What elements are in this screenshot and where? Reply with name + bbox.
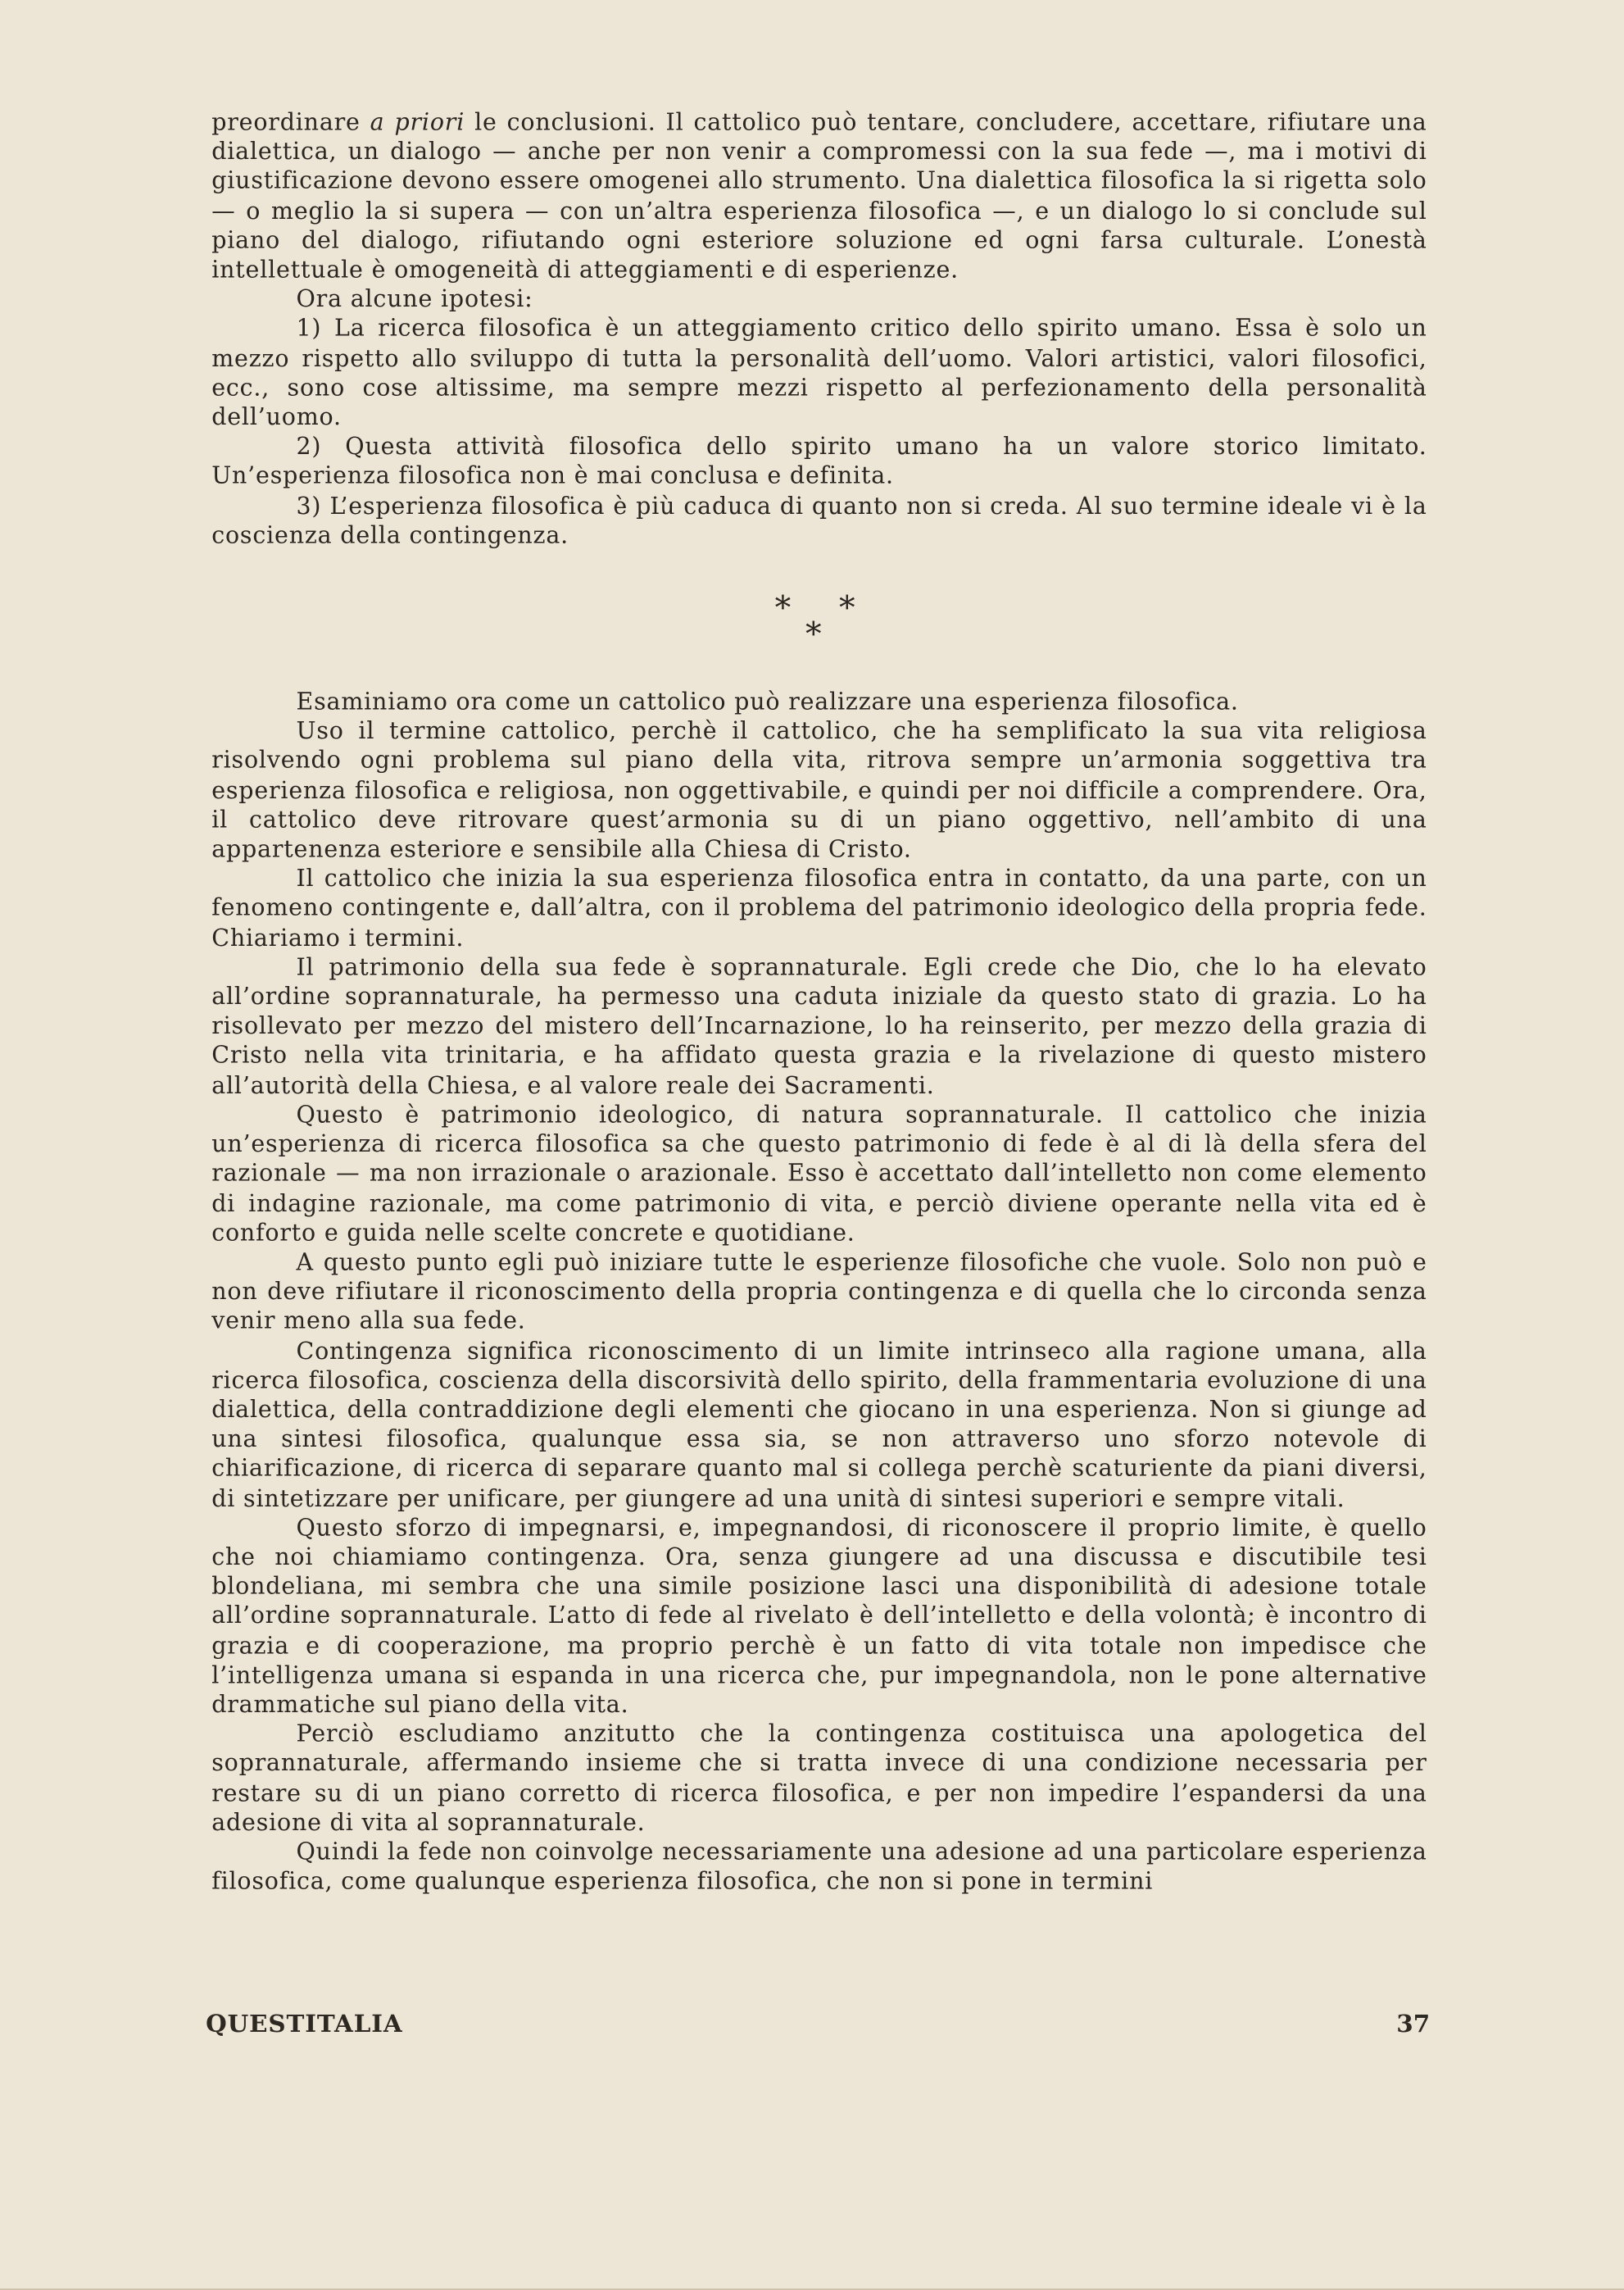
paragraph	[211, 953, 1427, 1101]
text-run: Questo sforzo di impegnarsi, e, impegnandosi, di riconoscere il proprio limite, è quello che noi chiamiamo contingenza. Ora, senza giungere ad una discussa e discutibile tesi blondeliana, mi sembra che una simile posizione lasci una disponibilità di adesione totale all’ordine soprannaturale. L’atto di fede al rivelato è dell’intelletto e della volontà; è incontro di grazia e di cooperazione, ma proprio perchè è un fatto di vita totale non impedisce che l’intelligenza umana si espanda in una ricerca che, pur impegnandola, non le pone alternative drammatiche sul piano della vita.	[211, 1513, 1427, 1718]
text-column	[211, 108, 1427, 1897]
italic-text: a priori	[370, 107, 465, 136]
text-run: Esaminiamo ora come un cattolico può realizzare una esperienza filosofica.	[296, 687, 1239, 716]
text-run: Il cattolico che inizia la sua esperienza filosofica entra in contatto, da una parte, con un fenomeno contingente e, dall’altra, con il problema del patrimonio ideologico della propria fede. Chiariamo i termini.	[211, 864, 1427, 952]
paragraph	[211, 688, 1427, 717]
text-run: Questo è patrimonio ideologico, di natura soprannaturale. Il cattolico che inizia un’esperienza di ricerca filosofica sa che questo patrimonio di fede è al di là della sfera del razionale — ma non irrazionale o arazionale. Esso è accettato dall’intelletto non come elemento di indagine razionale, ma come patrimonio di vita, e perciò diviene operante nella vita ed è conforto e guida nelle scelte concrete e quotidiane.	[211, 1100, 1427, 1247]
asterisk-bottom: *	[805, 617, 822, 654]
text-run: Il patrimonio della sua fede è soprannaturale. Egli crede che Dio, che lo ha elevato all’ordine soprannaturale, ha permesso una caduta iniziale da questo stato di grazia. Lo ha risollevato per mezzo del mistero dell’Incarnazione, lo ha reinserito, per mezzo della grazia di Cristo nella vita trinitaria, e ha affidato questa grazia e la rivelazione di questo mistero all’autorità della Chiesa, e al valore reale dei Sacramenti.	[211, 952, 1427, 1099]
asterisk-left: *	[774, 591, 792, 628]
bottom-paragraphs	[211, 688, 1427, 1897]
text-run: le conclusioni. Il cattolico può tentare, concludere, accettare, rifiutare una dialettica, un dialogo — anche per non venir a compromessi con la sua fede —, ma i motivi di giustificazione devono essere omogenei allo strumento. Una dialettica filosofica la si rigetta solo — o meglio la si supera — con un’altra esperienza filosofica —, e un dialogo lo si conclude sul piano del dialogo, rifiutando ogni esteriore soluzione ed ogni farsa culturale. L’onestà intellettuale è omogeneità di atteggiamenti e di esperienze.	[211, 107, 1427, 284]
paragraph	[211, 1838, 1427, 1897]
paragraph	[211, 108, 1427, 285]
paragraph	[211, 1247, 1427, 1336]
text-run: preordinare	[211, 107, 370, 136]
text-run: Uso il termine cattolico, perchè il cattolico, che ha semplificato la sua vita religiosa risolvendo ogni problema sul piano della vita, ritrova sempre un’armonia soggettiva tra esperienza filosofica e religiosa, non oggettivabile, e quindi per noi difficile a comprendere. Ora, il cattolico deve ritrovare quest’armonia su di un piano oggettivo, nell’ambito di una appartenenza esteriore e sensibile alla Chiesa di Cristo.	[211, 716, 1427, 863]
section-separator	[211, 585, 1427, 670]
paragraph	[211, 285, 1427, 315]
paragraph	[211, 1336, 1427, 1513]
paragraph	[211, 865, 1427, 953]
text-run: 3) L’esperienza filosofica è più caduca di quanto non si creda. Al suo termine ideale vi è la coscienza della contingenza.	[211, 491, 1427, 549]
text-run: A questo punto egli può iniziare tutte le esperienze filosofiche che vuole. Solo non può e non deve rifiutare il riconoscimento della propria contingenza e di quella che lo circonda senza venir meno alla sua fede.	[211, 1247, 1427, 1335]
asterisk-right: *	[838, 591, 855, 628]
paragraph	[211, 1513, 1427, 1720]
paragraph	[211, 1101, 1427, 1248]
text-run: Quindi la fede non coinvolge necessariamente una adesione ad una particolare esperienza filosofica, come qualunque esperienza filosofica, che non si pone in termini	[211, 1837, 1427, 1895]
paragraph	[211, 491, 1427, 550]
paragraph	[211, 433, 1427, 492]
text-run: 1) La ricerca filosofica è un atteggiamento critico dello spirito umano. Essa è solo un mezzo rispetto allo sviluppo di tutta la personalità dell’uomo. Valori artistici, valori filosofici, ecc., sono cose altissime, ma sempre mezzi rispetto al perfezionamento della personalità dell’uomo.	[211, 314, 1427, 431]
paragraph	[211, 717, 1427, 865]
paragraph	[211, 315, 1427, 433]
text-run: Perciò escludiamo anzitutto che la contingenza costituisca una apologetica del soprannaturale, affermando insieme che si tratta invece di una condizione necessaria per restare su di un piano corretto di ricerca filosofica, e per non impedire l’espandersi da una adesione di vita al soprannaturale.	[211, 1720, 1427, 1836]
page-footer	[206, 2010, 1430, 2045]
text-run: 2) Questa attività filosofica dello spirito umano ha un valore storico limitato. Un’esperienza filosofica non è mai conclusa e definita.	[211, 432, 1427, 490]
page-number: 37	[1396, 2010, 1431, 2038]
paragraph	[211, 1720, 1427, 1838]
text-run: Contingenza significa riconoscimento di un limite intrinseco alla ragione umana, alla ricerca filosofica, coscienza della discorsività dello spirito, della frammentaria evoluzione di una dialettica, della contraddizione degli elementi che giocano in una esperienza. Non si giunge ad una sintesi filosofica, qualunque essa sia, se non attraverso uno sforzo notevole di chiarificazione, di ricerca di separare quanto mal si collega perchè scaturiente da piani diversi, di sintetizzare per unificare, per giungere ad una unità di sintesi superiori e sempre vitali.	[211, 1336, 1427, 1512]
top-paragraphs	[211, 108, 1427, 551]
text-run: Ora alcune ipotesi:	[296, 284, 533, 313]
journal-title: QUESTITALIA	[206, 2010, 403, 2038]
